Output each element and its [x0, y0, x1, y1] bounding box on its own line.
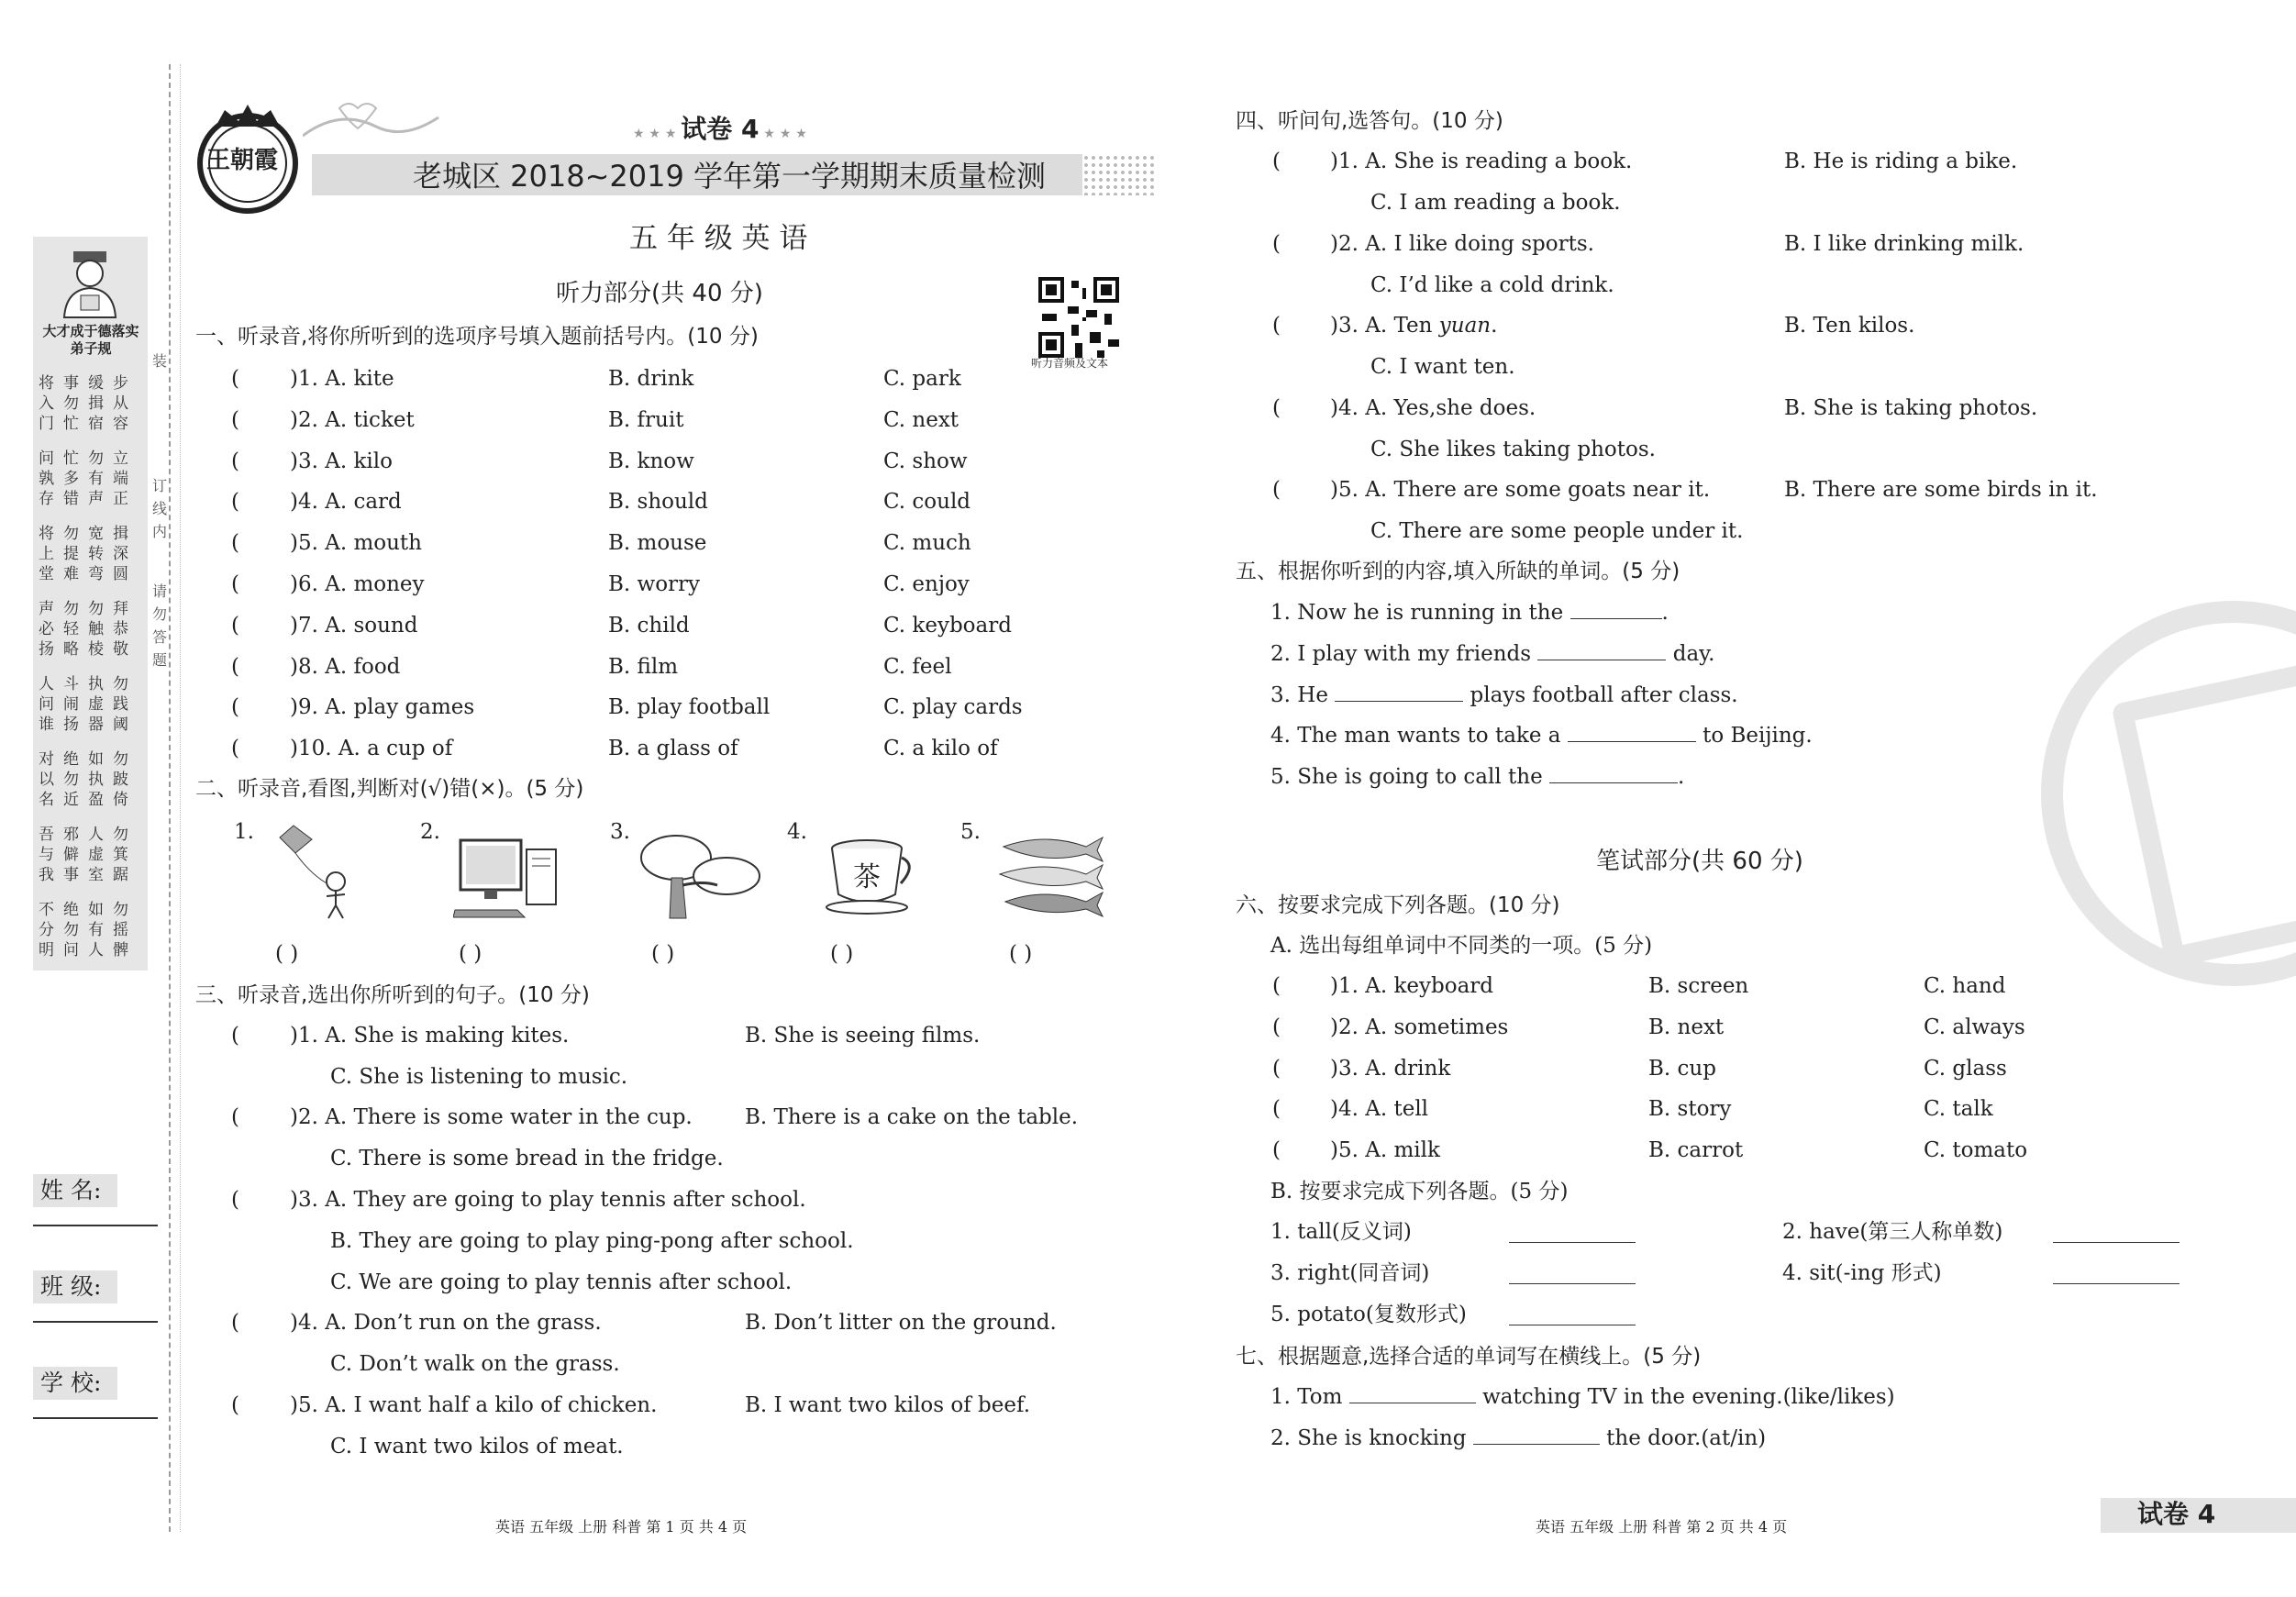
sentence-end: plays football after class.	[1463, 682, 1738, 707]
answer-a: )2. A. I like doing sports.	[1330, 231, 1594, 256]
transform-item: 4. sit(-ing 形式)	[1782, 1261, 1942, 1285]
answer-b: B. He is riding a bike.	[1784, 150, 2018, 173]
option-b: B. child	[608, 613, 690, 638]
brand-logo-text: 王朝霞	[206, 147, 279, 174]
binding-label: 答	[151, 628, 167, 646]
transform-item: 5. potato(复数形式)	[1270, 1303, 1467, 1326]
option-c: C. a kilo of	[883, 737, 998, 761]
answer-blank[interactable]	[1549, 764, 1678, 783]
section-2-title: 二、听录音,看图,判断对(√)错(×)。(5 分)	[195, 777, 584, 801]
scholar-icon	[53, 244, 127, 319]
confidential-stamp	[2041, 601, 2296, 986]
tea-cup-text: 茶	[853, 861, 881, 893]
answer-paren[interactable]: (	[1272, 150, 1281, 173]
section-3-title: 三、听录音,选出你所听到的句子。(10 分)	[195, 983, 590, 1007]
answer-blank[interactable]	[1570, 600, 1662, 619]
picture-number: 5.	[960, 820, 981, 844]
option-a: )10. A. a cup of	[290, 737, 453, 761]
answer-b: B. I like drinking milk.	[1784, 231, 2024, 256]
answer-c: C. I want ten.	[1370, 355, 1515, 380]
sentence-a: )3. A. They are going to play tennis after school.	[290, 1188, 806, 1212]
motto-line: 我事室踞	[39, 866, 138, 884]
motto-line: 不绝如勿	[39, 901, 138, 919]
sentence-b: B. There is a cake on the table.	[745, 1105, 1079, 1129]
answer-c: C. I am reading a book.	[1370, 191, 1621, 215]
option-b: B. next	[1648, 1015, 1725, 1039]
section-7-title: 七、根据题意,选择合适的单词写在横线上。(5 分)	[1236, 1345, 1702, 1369]
answer-paren[interactable]: (	[1272, 231, 1281, 256]
section-6b-title: B. 按要求完成下列各题。(5 分)	[1270, 1180, 1569, 1203]
motto-line: 扬略棱敬	[39, 640, 138, 659]
section-4-title: 四、听问句,选答句。(10 分)	[1236, 109, 1503, 133]
option-a: )4. A. card	[290, 490, 402, 515]
option-b: B. a glass of	[608, 737, 738, 761]
sentence-a: )4. A. Don’t run on the grass.	[290, 1311, 602, 1335]
option-a: )3. A. kilo	[290, 449, 393, 473]
option-b: B. worry	[608, 572, 701, 596]
motto-line: 以勿执跛	[39, 771, 138, 789]
sentence-a: )5. A. I want half a kilo of chicken.	[290, 1393, 658, 1417]
sentence-start: 3. He	[1270, 682, 1336, 707]
sentence-start: 4. The man wants to take a	[1270, 724, 1568, 749]
school-field-label: 学 校:	[33, 1367, 117, 1400]
option-b: B. story	[1648, 1097, 1732, 1122]
option-a: )6. A. money	[290, 572, 425, 596]
option-a: )5. A. mouth	[290, 531, 422, 556]
answer-paren[interactable]: (	[231, 1393, 239, 1417]
answer-paren[interactable]: (	[1272, 1056, 1281, 1081]
option-b: B. fruit	[608, 407, 684, 432]
answer-paren[interactable]: (	[231, 1188, 239, 1212]
transform-item: 1. tall(反义词)	[1270, 1220, 1412, 1244]
option-a: )7. A. sound	[290, 613, 418, 638]
motto-line: 存错声正	[39, 490, 138, 508]
class-field[interactable]	[33, 1321, 158, 1323]
sentence-a: )1. A. She is making kites.	[290, 1024, 570, 1048]
answer-paren[interactable]: (	[231, 449, 239, 473]
picture-number: 1.	[234, 820, 254, 844]
sentence-c: C. She is listening to music.	[330, 1065, 628, 1089]
subject-title: 五 年 级 英 语	[629, 222, 808, 255]
motto-line: 问闹虚践	[39, 695, 138, 714]
answer-c: C. She likes taking photos.	[1370, 437, 1656, 461]
answer-paren[interactable]: (	[231, 407, 239, 432]
answer-a-italic: yuan	[1438, 314, 1492, 338]
option-a: )1. A. kite	[290, 367, 394, 391]
motto-line: 门忙宿容	[39, 415, 138, 433]
motto-line: 必轻触恭	[39, 620, 138, 638]
footer-left: 英语 五年级 上册 科普 第 1 页 共 4 页	[495, 1518, 748, 1536]
answer-paren[interactable]: (	[231, 367, 239, 391]
fill-blank-sentence	[1270, 599, 1669, 627]
sentence-start: 1. Tom	[1270, 1385, 1349, 1409]
binding-label: 勿	[151, 605, 167, 623]
answer-paren[interactable]: (	[1272, 1138, 1281, 1163]
answer-paren[interactable]: (	[231, 490, 239, 515]
paper-tag-label: 试卷 4	[681, 114, 760, 144]
motto-line: 与僻虚箕	[39, 846, 138, 864]
answer-blank[interactable]	[1509, 1283, 1636, 1284]
option-a: )2. A. sometimes	[1330, 1015, 1509, 1039]
motto-line: 明问人髀	[39, 941, 138, 959]
answer-paren[interactable]: (	[1272, 974, 1281, 998]
answer-paren[interactable]: (	[1272, 314, 1281, 338]
answer-blank[interactable]	[1568, 723, 1696, 742]
motto-title: 大才成于德落实弟子规	[42, 323, 139, 357]
motto-line: 分勿有摇	[39, 921, 138, 939]
answer-paren[interactable]: (	[1272, 395, 1281, 420]
transform-item: 3. right(同音词)	[1270, 1261, 1430, 1285]
binding-label: 订	[151, 477, 167, 494]
option-c: C. next	[883, 407, 959, 432]
answer-blank[interactable]	[1335, 682, 1463, 702]
star-icon: ★ ★ ★	[759, 127, 807, 141]
sentence-end: day.	[1666, 641, 1715, 666]
kite-boy-icon	[275, 821, 367, 922]
option-b: B. drink	[608, 367, 694, 391]
answer-b: B. Ten kilos.	[1784, 314, 1915, 338]
option-a: )3. A. drink	[1330, 1056, 1451, 1081]
option-b: B. mouse	[608, 531, 707, 556]
option-c: C. glass	[1924, 1056, 2007, 1081]
fill-blank-sentence	[1270, 682, 1738, 709]
choice-sentence	[1270, 1383, 1895, 1411]
answer-paren[interactable]: (	[231, 613, 239, 638]
class-field-label: 班 级:	[33, 1270, 117, 1303]
motto-line: 名近盈倚	[39, 791, 138, 809]
option-c: C. always	[1924, 1015, 2025, 1039]
answer-c: C. I’d like a cold drink.	[1370, 272, 1614, 297]
answer-paren[interactable]: (	[231, 695, 239, 720]
answer-blank[interactable]	[1509, 1242, 1636, 1243]
sentence-b: B. I want two kilos of beef.	[745, 1393, 1031, 1417]
sentence-end: .	[1678, 765, 1685, 790]
section-6a-title: A. 选出每组单词中不同类的一项。(5 分)	[1270, 934, 1653, 958]
answer-paren[interactable]: (	[231, 1105, 239, 1129]
answer-paren[interactable]: ( )	[275, 942, 299, 966]
option-c: C. show	[883, 449, 968, 473]
option-c: C. enjoy	[883, 572, 970, 596]
answer-blank[interactable]	[2053, 1283, 2180, 1284]
binding-line	[169, 64, 171, 1532]
sentence-b: B. She is seeing films.	[745, 1024, 981, 1048]
sentence-start: 5. She is going to call the	[1270, 765, 1549, 790]
motto-line: 孰多有端	[39, 470, 138, 488]
answer-a-end: .	[1491, 314, 1498, 338]
motto-line: 堂难弯圆	[39, 565, 138, 583]
fill-blank-sentence	[1270, 763, 1684, 791]
option-b: B. screen	[1648, 974, 1749, 998]
listening-heading: 听力部分(共 40 分)	[556, 280, 763, 307]
picture-number: 2.	[420, 820, 440, 844]
ribbon-decoration	[303, 99, 440, 154]
option-a: )8. A. food	[290, 654, 401, 679]
sentence-b: B. They are going to play ping-pong after school.	[330, 1229, 854, 1253]
answer-a: )1. A. She is reading a book.	[1330, 150, 1633, 173]
name-field-label: 姓 名:	[33, 1174, 117, 1207]
answer-paren[interactable]: ( )	[1009, 942, 1033, 966]
motto-line: 对绝如勿	[39, 750, 138, 769]
star-icon: ★ ★ ★	[633, 127, 682, 141]
motto-line: 吾邪人勿	[39, 826, 138, 844]
footer-right: 英语 五年级 上册 科普 第 2 页 共 4 页	[1536, 1518, 1788, 1536]
answer-paren[interactable]: (	[231, 654, 239, 679]
option-b: B. carrot	[1648, 1138, 1744, 1163]
option-c: C. hand	[1924, 974, 2006, 998]
option-b: B. film	[608, 654, 679, 679]
option-a: )1. A. keyboard	[1330, 974, 1494, 998]
option-a: )5. A. milk	[1330, 1138, 1440, 1163]
answer-paren[interactable]: (	[1272, 1015, 1281, 1039]
section-1-title: 一、听录音,将你所听到的选项序号填入题前括号内。(10 分)	[195, 325, 759, 349]
fill-blank-sentence	[1270, 640, 1714, 668]
option-c: C. talk	[1924, 1097, 1993, 1122]
option-a: )9. A. play games	[290, 695, 475, 720]
option-a: )2. A. ticket	[290, 407, 415, 432]
answer-a: )4. A. Yes,she does.	[1330, 395, 1536, 420]
choice-sentence	[1270, 1425, 1766, 1452]
answer-blank[interactable]	[1537, 641, 1666, 660]
computer-icon	[453, 837, 568, 919]
sentence-c: C. Don’t walk on the grass.	[330, 1352, 620, 1376]
fill-blank-sentence	[1270, 722, 1813, 749]
binding-label: 请	[151, 582, 167, 600]
sentence-end: to Beijing.	[1695, 724, 1813, 749]
option-c: C. keyboard	[883, 613, 1012, 638]
page-title: 老城区 2018~2019 学年第一学期期末质量检测	[413, 159, 1047, 194]
motto-line: 入勿揖从	[39, 394, 138, 413]
motto-line: 人斗执勿	[39, 675, 138, 693]
answer-b: B. There are some birds in it.	[1784, 478, 2098, 503]
binding-label: 内	[151, 523, 167, 540]
transform-item: 2. have(第三人称单数)	[1782, 1220, 2003, 1244]
motto-line: 谁扬器阈	[39, 715, 138, 734]
option-b: B. play football	[608, 695, 771, 720]
answer-paren[interactable]: (	[231, 572, 239, 596]
answer-blank[interactable]	[1473, 1425, 1600, 1445]
sentence-end: .	[1661, 601, 1669, 625]
sentence-start: 2. I play with my friends	[1270, 641, 1538, 666]
binding-label: 线	[151, 500, 167, 517]
answer-c: C. There are some people under it.	[1370, 519, 1744, 544]
name-field[interactable]	[33, 1225, 158, 1226]
page-divider	[180, 64, 181, 1532]
answer-a: )5. A. There are some goats near it.	[1330, 478, 1711, 503]
option-c: C. much	[883, 531, 971, 556]
answer-blank[interactable]	[2053, 1242, 2180, 1243]
motto-panel	[33, 237, 148, 970]
qr-code-icon[interactable]	[1038, 277, 1119, 358]
footer-tag: 试卷 4	[2137, 1499, 2216, 1529]
sentence-a: )2. A. There is some water in the cup.	[290, 1105, 693, 1129]
sentence-c: C. I want two kilos of meat.	[330, 1435, 624, 1458]
section-5-title: 五、根据你听到的内容,填入所缺的单词。(5 分)	[1236, 560, 1680, 583]
option-b: B. cup	[1648, 1056, 1716, 1081]
binding-label: 装	[151, 352, 167, 370]
option-c: C. park	[883, 367, 961, 391]
binding-label: 题	[151, 651, 167, 669]
answer-paren[interactable]: (	[231, 1311, 239, 1335]
sentence-end: the door.(at/in)	[1599, 1425, 1767, 1450]
option-c: C. play cards	[883, 695, 1023, 720]
sentence-start: 1. Now he is running in the	[1270, 601, 1570, 625]
answer-paren[interactable]: (	[231, 737, 239, 761]
answer-paren[interactable]: (	[1272, 478, 1281, 503]
motto-line: 问忙勿立	[39, 449, 138, 468]
stamp-glyph	[2111, 657, 2296, 969]
option-a: )4. A. tell	[1330, 1097, 1429, 1122]
paper-tag	[633, 116, 807, 148]
school-field[interactable]	[33, 1417, 158, 1419]
sentence-b: B. Don’t litter on the ground.	[745, 1311, 1057, 1335]
answer-b: B. She is taking photos.	[1784, 395, 2038, 420]
answer-paren[interactable]: (	[1272, 1097, 1281, 1122]
option-c: C. could	[883, 490, 971, 515]
option-c: C. tomato	[1924, 1138, 2028, 1163]
answer-paren[interactable]: (	[231, 1024, 239, 1048]
section-6-title: 六、按要求完成下列各题。(10 分)	[1236, 893, 1560, 917]
writing-heading: 笔试部分(共 60 分)	[1596, 848, 1803, 875]
option-c: C. feel	[883, 654, 952, 679]
sentence-start: 2. She is knocking	[1270, 1425, 1473, 1450]
motto-line: 将事缓步	[39, 374, 138, 393]
qr-caption: 听力音频及文本	[1031, 357, 1109, 370]
tree-icon	[635, 830, 768, 922]
title-band-pattern	[1082, 154, 1156, 195]
answer-paren[interactable]: ( )	[651, 942, 675, 966]
answer-paren[interactable]: ( )	[830, 942, 854, 966]
motto-line: 声勿勿拜	[39, 600, 138, 618]
sentence-c: C. We are going to play tennis after school.	[330, 1270, 793, 1294]
answer-blank[interactable]	[1349, 1384, 1476, 1403]
picture-number: 4.	[787, 820, 807, 844]
motto-line: 将勿宽揖	[39, 525, 138, 543]
sentence-c: C. There is some bread in the fridge.	[330, 1147, 724, 1170]
answer-paren[interactable]: ( )	[459, 942, 482, 966]
answer-paren[interactable]: (	[231, 531, 239, 556]
motto-line: 上提转深	[39, 545, 138, 563]
picture-number: 3.	[610, 820, 630, 844]
answer-a: )3. A. Ten yuan.	[1330, 314, 1498, 338]
fish-icon	[994, 830, 1109, 917]
option-b: B. know	[608, 449, 694, 473]
sentence-end: watching TV in the evening.(like/likes)	[1475, 1385, 1895, 1409]
option-b: B. should	[608, 490, 708, 515]
